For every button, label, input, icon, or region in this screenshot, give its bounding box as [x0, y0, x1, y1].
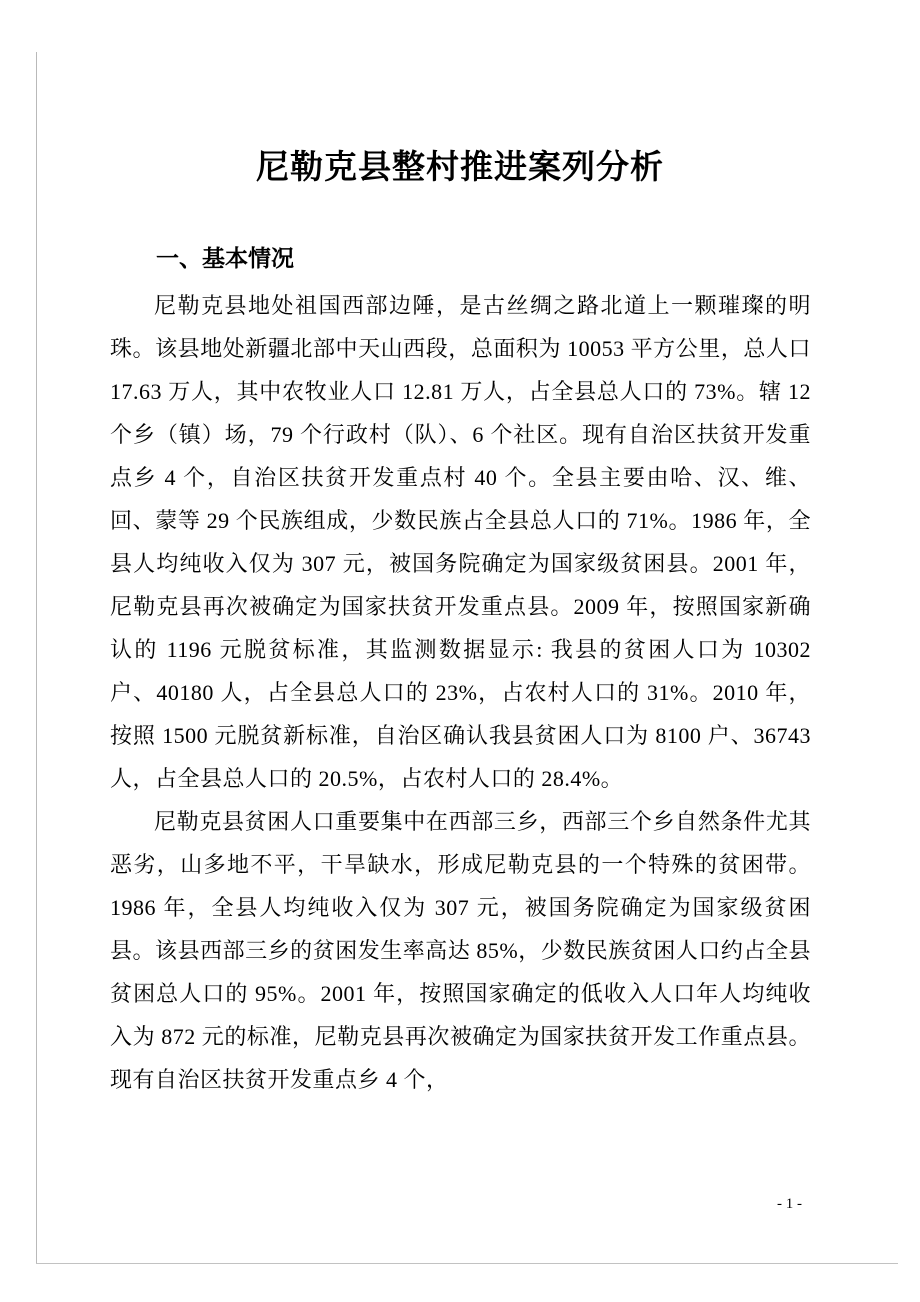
section-heading: 一、基本情况	[156, 244, 294, 271]
paragraph: 尼勒克县地处祖国西部边陲，是古丝绸之路北道上一颗璀璨的明珠。该县地处新疆北部中天山西段，总面积为 10053 平方公里，总人口 17.63 万人，其中农牧业人口 12.81 万人，占全县总人口的 73%。辖 12 个乡（镇）场，79 个行政村（队）、6 个社区。现有自治区扶贫开发重点乡 4 个，自治区扶贫开发重点村 40 个。全县主要由哈、汉、维、回、蒙等 29 个民族组成，少数民族占全县总人口的 71%。1986 年，全县人均纯收入仅为 307 元，被国务院确定为国家级贫困县。2001 年，尼勒克县再次被确定为国家扶贫开发重点县。2009 年，按照国家新确认的 1196 元脱贫标准，其监测数据显示: 我县的贫困人口为 10302 户、40180 人，占全县总人口的 23%，占农村人口的 31%。2010 年，按照 1500 元脱贫新标准，自治区确认我县贫困人口为 8100 户、36743 人，占全县总人口的 20.5%，占农村人口的 28.4%。	[110, 293, 811, 792]
document-title: 尼勒克县整村推进案列分析	[256, 148, 664, 185]
paragraph: 尼勒克县贫困人口重要集中在西部三乡，西部三个乡自然条件尤其恶劣，山多地不平，干旱缺水，形成尼勒克县的一个特殊的贫困带。1986 年，全县人均纯收入仅为 307 元，被国务院确定为国家级贫困县。该县西部三乡的贫困发生率高达 85%，少数民族贫困人口约占全县贫困总人口的 95%。2001 年，按照国家确定的低收入人口年人均纯收入为 872 元的标准，尼勒克县再次被确定为国家扶贫开发工作重点县。现有自治区扶贫开发重点乡 4 个，	[110, 809, 811, 1093]
scan-edge-bottom-line	[36, 1263, 898, 1264]
document-body	[110, 245, 811, 1102]
scan-edge-left-line	[36, 52, 37, 1264]
page-number: - 1 -	[777, 1196, 802, 1212]
